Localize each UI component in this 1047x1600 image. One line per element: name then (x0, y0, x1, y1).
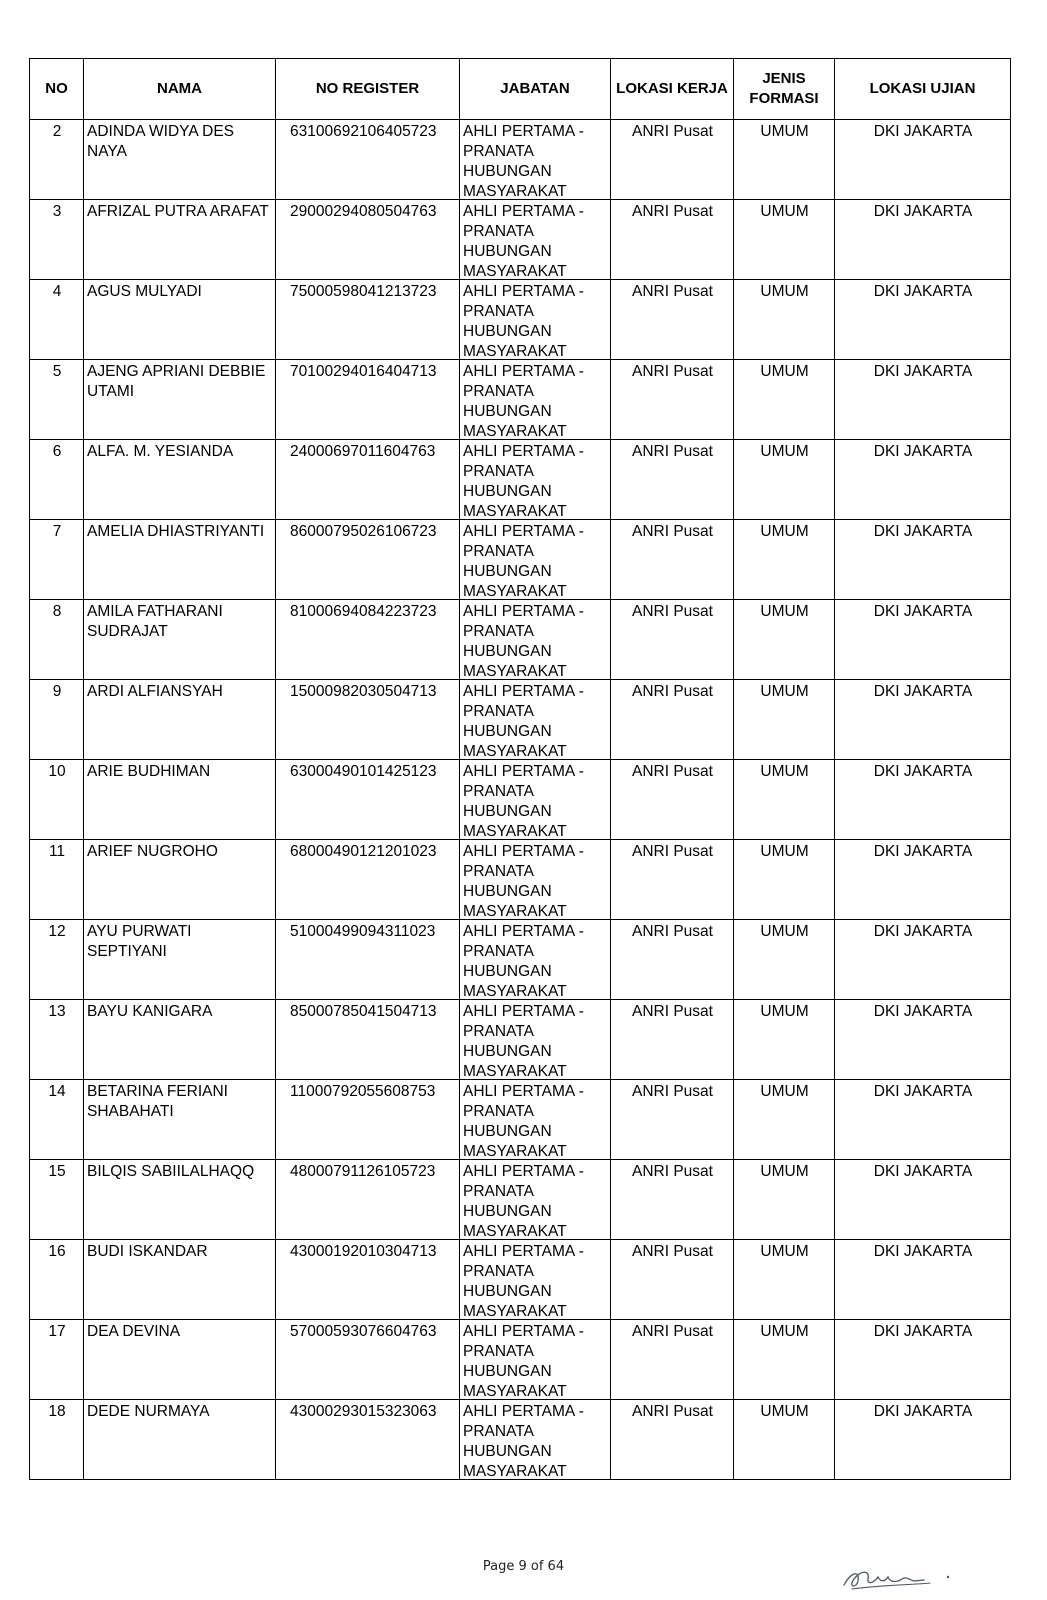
cell-lokasi-ujian (835, 920, 1011, 1000)
cell-jenis-formasi-text: UMUM (760, 203, 809, 220)
cell-lokasi-ujian (835, 200, 1011, 280)
cell-lokasi-ujian (835, 1160, 1011, 1240)
cell-lokasi-kerja (611, 120, 734, 200)
cell-no (30, 200, 84, 280)
cell-nama-text: DEA DEVINA (87, 1323, 181, 1340)
cell-lokasi-ujian-text: DKI JAKARTA (873, 843, 973, 860)
cell-lokasi-kerja (611, 840, 734, 920)
cell-nama-text: AJENG APRIANI DEBBIE UTAMI (87, 363, 266, 400)
cell-nama (84, 1240, 276, 1320)
cell-jabatan (460, 280, 611, 360)
cell-no (30, 840, 84, 920)
cell-lokasi-ujian-text: DKI JAKARTA (873, 1083, 973, 1100)
cell-lokasi-ujian (835, 280, 1011, 360)
cell-jenis-formasi-text: UMUM (760, 603, 809, 620)
cell-no-text: 13 (48, 1003, 66, 1020)
cell-lokasi-ujian-text: DKI JAKARTA (873, 923, 973, 940)
table-row (30, 1000, 1011, 1080)
cell-jenis-formasi (734, 920, 835, 1000)
cell-lokasi-ujian-text: DKI JAKARTA (873, 203, 973, 220)
cell-lokasi-ujian-text: DKI JAKARTA (873, 523, 973, 540)
cell-nama (84, 200, 276, 280)
cell-no-text: 4 (52, 283, 62, 300)
cell-jabatan (460, 120, 611, 200)
cell-no-text: 18 (48, 1403, 66, 1420)
cell-lokasi-kerja-text: ANRI Pusat (632, 923, 713, 940)
cell-jenis-formasi-text: UMUM (760, 1163, 809, 1180)
cell-jenis-formasi (734, 1400, 835, 1480)
cell-nama-text: AYU PURWATI SEPTIYANI (87, 923, 192, 960)
cell-jenis-formasi-text: UMUM (760, 443, 809, 460)
cell-jabatan-text: AHLI PERTAMA - PRANATA HUBUNGAN MASYARAKAT (463, 1323, 584, 1399)
cell-no-register (276, 840, 460, 920)
cell-jabatan-text: AHLI PERTAMA - PRANATA HUBUNGAN MASYARAKAT (463, 123, 584, 199)
cell-no-text: 2 (52, 123, 62, 140)
cell-jenis-formasi (734, 1240, 835, 1320)
cell-no-register-text: 70100294016404713 (290, 363, 437, 380)
cell-jabatan-text: AHLI PERTAMA - PRANATA HUBUNGAN MASYARAKAT (463, 363, 584, 439)
cell-nama (84, 840, 276, 920)
header-lokasi-kerja: LOKASI KERJA (611, 59, 734, 120)
cell-no-register-text: 63100692106405723 (290, 123, 437, 140)
cell-lokasi-kerja (611, 1240, 734, 1320)
cell-nama (84, 1320, 276, 1400)
cell-lokasi-kerja-text: ANRI Pusat (632, 683, 713, 700)
cell-jenis-formasi-text: UMUM (760, 1083, 809, 1100)
cell-nama (84, 280, 276, 360)
cell-lokasi-kerja (611, 1320, 734, 1400)
cell-no-text: 5 (52, 363, 62, 380)
cell-nama (84, 120, 276, 200)
cell-nama-text: ADINDA WIDYA DES NAYA (87, 123, 234, 160)
cell-no (30, 1240, 84, 1320)
cell-no-register (276, 120, 460, 200)
cell-jenis-formasi (734, 1080, 835, 1160)
cell-no-text: 10 (48, 763, 66, 780)
header-nama: NAMA (84, 59, 276, 120)
cell-nama (84, 760, 276, 840)
cell-nama (84, 920, 276, 1000)
cell-lokasi-ujian (835, 760, 1011, 840)
cell-nama (84, 520, 276, 600)
table-row (30, 200, 1011, 280)
cell-nama (84, 1400, 276, 1480)
cell-no (30, 440, 84, 520)
cell-lokasi-kerja-text: ANRI Pusat (632, 443, 713, 460)
cell-lokasi-ujian-text: DKI JAKARTA (873, 763, 973, 780)
cell-lokasi-kerja-text: ANRI Pusat (632, 1323, 713, 1340)
cell-jabatan-text: AHLI PERTAMA - PRANATA HUBUNGAN MASYARAKAT (463, 923, 584, 999)
cell-lokasi-ujian-text: DKI JAKARTA (873, 1003, 973, 1020)
cell-nama (84, 1160, 276, 1240)
cell-lokasi-ujian (835, 680, 1011, 760)
cell-no (30, 520, 84, 600)
cell-nama (84, 1080, 276, 1160)
cell-jenis-formasi-text: UMUM (760, 683, 809, 700)
cell-lokasi-ujian (835, 520, 1011, 600)
cell-jabatan (460, 1160, 611, 1240)
page-number: Page 9 of 64 (482, 1559, 565, 1574)
cell-lokasi-kerja (611, 440, 734, 520)
cell-lokasi-kerja-text: ANRI Pusat (632, 763, 713, 780)
cell-lokasi-kerja (611, 760, 734, 840)
cell-no (30, 280, 84, 360)
cell-lokasi-kerja-text: ANRI Pusat (632, 1003, 713, 1020)
cell-jenis-formasi (734, 280, 835, 360)
cell-nama-text: AMILA FATHARANI SUDRAJAT (87, 603, 223, 640)
cell-lokasi-kerja (611, 1400, 734, 1480)
table-row (30, 440, 1011, 520)
cell-jabatan-text: AHLI PERTAMA - PRANATA HUBUNGAN MASYARAKAT (463, 523, 584, 599)
cell-no (30, 360, 84, 440)
cell-jenis-formasi (734, 440, 835, 520)
cell-lokasi-kerja-text: ANRI Pusat (632, 1083, 713, 1100)
cell-no-register-text: 15000982030504713 (290, 683, 437, 700)
header-row (30, 59, 1011, 120)
cell-jenis-formasi-text: UMUM (760, 1323, 809, 1340)
cell-lokasi-ujian-text: DKI JAKARTA (873, 123, 973, 140)
cell-no-register (276, 600, 460, 680)
cell-no (30, 920, 84, 1000)
table-row (30, 120, 1011, 200)
cell-jenis-formasi-text: UMUM (760, 1003, 809, 1020)
cell-lokasi-ujian (835, 840, 1011, 920)
cell-nama (84, 360, 276, 440)
header-jenis-formasi-line1: JENIS (762, 70, 806, 87)
header-no: NO (30, 59, 84, 120)
cell-no (30, 600, 84, 680)
cell-lokasi-kerja-text: ANRI Pusat (632, 283, 713, 300)
cell-jabatan-text: AHLI PERTAMA - PRANATA HUBUNGAN MASYARAKAT (463, 1243, 584, 1319)
table-row (30, 360, 1011, 440)
cell-lokasi-ujian-text: DKI JAKARTA (873, 1323, 973, 1340)
cell-jenis-formasi-text: UMUM (760, 283, 809, 300)
table-row (30, 920, 1011, 1000)
table-row (30, 1160, 1011, 1240)
cell-lokasi-kerja (611, 1160, 734, 1240)
table-row (30, 840, 1011, 920)
cell-lokasi-ujian-text: DKI JAKARTA (873, 443, 973, 460)
cell-jabatan-text: AHLI PERTAMA - PRANATA HUBUNGAN MASYARAKAT (463, 1403, 584, 1479)
table-row (30, 1320, 1011, 1400)
cell-lokasi-kerja (611, 280, 734, 360)
cell-lokasi-ujian (835, 1320, 1011, 1400)
cell-lokasi-kerja-text: ANRI Pusat (632, 843, 713, 860)
cell-no (30, 1400, 84, 1480)
cell-no-register (276, 360, 460, 440)
cell-no-register-text: 51000499094311023 (290, 923, 436, 940)
cell-no (30, 760, 84, 840)
cell-jabatan-text: AHLI PERTAMA - PRANATA HUBUNGAN MASYARAKAT (463, 443, 584, 519)
cell-jenis-formasi-text: UMUM (760, 523, 809, 540)
table-row (30, 680, 1011, 760)
cell-jabatan (460, 1240, 611, 1320)
cell-jenis-formasi-text: UMUM (760, 923, 809, 940)
cell-lokasi-kerja (611, 1000, 734, 1080)
cell-nama-text: AGUS MULYADI (87, 283, 202, 300)
cell-jabatan (460, 1320, 611, 1400)
cell-lokasi-kerja-text: ANRI Pusat (632, 1163, 713, 1180)
cell-no-register (276, 1240, 460, 1320)
table-row (30, 1080, 1011, 1160)
cell-lokasi-ujian-text: DKI JAKARTA (873, 1243, 973, 1260)
cell-lokasi-kerja (611, 360, 734, 440)
cell-jabatan (460, 680, 611, 760)
cell-no-register (276, 920, 460, 1000)
cell-nama-text: ALFA. M. YESIANDA (87, 443, 234, 460)
cell-lokasi-kerja-text: ANRI Pusat (632, 363, 713, 380)
cell-lokasi-ujian (835, 1400, 1011, 1480)
cell-jabatan-text: AHLI PERTAMA - PRANATA HUBUNGAN MASYARAKAT (463, 683, 584, 759)
cell-jabatan (460, 440, 611, 520)
cell-jabatan (460, 360, 611, 440)
cell-lokasi-ujian-text: DKI JAKARTA (873, 363, 973, 380)
cell-jenis-formasi-text: UMUM (760, 843, 809, 860)
table-row (30, 600, 1011, 680)
cell-lokasi-kerja (611, 600, 734, 680)
cell-no-register-text: 86000795026106723 (290, 523, 437, 540)
cell-jabatan-text: AHLI PERTAMA - PRANATA HUBUNGAN MASYARAKAT (463, 843, 584, 919)
cell-jabatan-text: AHLI PERTAMA - PRANATA HUBUNGAN MASYARAKAT (463, 763, 584, 839)
cell-no-text: 6 (52, 443, 62, 460)
cell-jenis-formasi-text: UMUM (760, 763, 809, 780)
cell-no-register-text: 63000490101425123 (290, 763, 437, 780)
cell-lokasi-ujian-text: DKI JAKARTA (873, 283, 973, 300)
cell-lokasi-kerja (611, 680, 734, 760)
cell-lokasi-ujian (835, 1080, 1011, 1160)
cell-nama-text: BUDI ISKANDAR (87, 1243, 208, 1260)
cell-jenis-formasi-text: UMUM (760, 1403, 809, 1420)
cell-nama-text: AMELIA DHIASTRIYANTI (87, 523, 265, 540)
cell-no-register (276, 1400, 460, 1480)
cell-lokasi-kerja (611, 920, 734, 1000)
cell-jabatan (460, 520, 611, 600)
cell-lokasi-ujian (835, 120, 1011, 200)
cell-nama (84, 680, 276, 760)
cell-no-text: 16 (48, 1243, 66, 1260)
cell-no (30, 1080, 84, 1160)
cell-lokasi-kerja-text: ANRI Pusat (632, 1403, 713, 1420)
cell-nama-text: BETARINA FERIANI SHABAHATI (87, 1083, 228, 1120)
table-row (30, 520, 1011, 600)
cell-jenis-formasi-text: UMUM (760, 363, 809, 380)
cell-lokasi-kerja-text: ANRI Pusat (632, 1243, 713, 1260)
cell-no-register (276, 1160, 460, 1240)
header-lokasi-ujian: LOKASI UJIAN (835, 59, 1011, 120)
cell-lokasi-kerja (611, 1080, 734, 1160)
cell-jabatan (460, 600, 611, 680)
cell-no-register-text: 75000598041213723 (290, 283, 437, 300)
table-row (30, 1240, 1011, 1320)
cell-nama (84, 1000, 276, 1080)
cell-nama-text: BAYU KANIGARA (87, 1003, 213, 1020)
cell-lokasi-ujian-text: DKI JAKARTA (873, 683, 973, 700)
cell-no-text: 8 (52, 603, 62, 620)
participant-table (29, 58, 1011, 1480)
cell-no-register-text: 81000694084223723 (290, 603, 437, 620)
cell-jabatan (460, 1000, 611, 1080)
cell-no-register-text: 43000192010304713 (290, 1243, 437, 1260)
cell-no-register (276, 440, 460, 520)
cell-no-register (276, 200, 460, 280)
cell-no (30, 1000, 84, 1080)
cell-no-register (276, 280, 460, 360)
cell-no-register-text: 11000792055608753 (290, 1083, 436, 1100)
cell-lokasi-kerja-text: ANRI Pusat (632, 203, 713, 220)
cell-lokasi-kerja-text: ANRI Pusat (632, 523, 713, 540)
cell-jabatan-text: AHLI PERTAMA - PRANATA HUBUNGAN MASYARAKAT (463, 1003, 584, 1079)
cell-nama-text: ARDI ALFIANSYAH (87, 683, 223, 700)
cell-lokasi-kerja-text: ANRI Pusat (632, 123, 713, 140)
cell-no-text: 17 (48, 1323, 66, 1340)
cell-jabatan-text: AHLI PERTAMA - PRANATA HUBUNGAN MASYARAKAT (463, 1163, 584, 1239)
cell-no-register (276, 680, 460, 760)
table-row (30, 1400, 1011, 1480)
cell-no (30, 1320, 84, 1400)
cell-nama-text: BILQIS SABIILALHAQQ (87, 1163, 255, 1180)
cell-no-register-text: 57000593076604763 (290, 1323, 437, 1340)
cell-no-text: 11 (48, 843, 66, 860)
cell-no-register-text: 48000791126105723 (290, 1163, 436, 1180)
cell-no-text: 3 (52, 203, 62, 220)
header-jenis-formasi (734, 59, 835, 120)
cell-no (30, 120, 84, 200)
cell-no-text: 15 (48, 1163, 66, 1180)
cell-lokasi-ujian (835, 1240, 1011, 1320)
cell-no-register (276, 1320, 460, 1400)
cell-jabatan (460, 1400, 611, 1480)
cell-no-register-text: 85000785041504713 (290, 1003, 437, 1020)
cell-jenis-formasi-text: UMUM (760, 123, 809, 140)
header-jabatan: JABATAN (460, 59, 611, 120)
cell-jenis-formasi (734, 760, 835, 840)
cell-jabatan (460, 1080, 611, 1160)
cell-no-register-text: 29000294080504763 (290, 203, 437, 220)
cell-no-text: 7 (52, 523, 62, 540)
table-body (30, 120, 1011, 1480)
cell-lokasi-kerja (611, 520, 734, 600)
cell-lokasi-ujian (835, 600, 1011, 680)
cell-lokasi-ujian (835, 440, 1011, 520)
cell-jenis-formasi (734, 840, 835, 920)
cell-jenis-formasi (734, 1000, 835, 1080)
table-header (30, 59, 1011, 120)
cell-jabatan-text: AHLI PERTAMA - PRANATA HUBUNGAN MASYARAKAT (463, 603, 584, 679)
header-jenis-formasi-line2: FORMASI (749, 90, 819, 107)
cell-no-register-text: 68000490121201023 (290, 843, 437, 860)
cell-no-text: 9 (52, 683, 62, 700)
header-no-register: NO REGISTER (276, 59, 460, 120)
cell-nama-text: ARIEF NUGROHO (87, 843, 218, 860)
cell-nama (84, 600, 276, 680)
cell-no (30, 680, 84, 760)
cell-nama (84, 440, 276, 520)
cell-jenis-formasi (734, 600, 835, 680)
cell-jenis-formasi-text: UMUM (760, 1243, 809, 1260)
cell-lokasi-ujian-text: DKI JAKARTA (873, 1163, 973, 1180)
cell-no-register (276, 1080, 460, 1160)
cell-lokasi-ujian-text: DKI JAKARTA (873, 603, 973, 620)
cell-jabatan (460, 920, 611, 1000)
cell-no-text: 14 (48, 1083, 66, 1100)
cell-jenis-formasi (734, 120, 835, 200)
table-row (30, 280, 1011, 360)
cell-nama-text: DEDE NURMAYA (87, 1403, 210, 1420)
cell-lokasi-ujian (835, 360, 1011, 440)
signature-mark (840, 1555, 970, 1595)
cell-no (30, 1160, 84, 1240)
cell-jabatan (460, 840, 611, 920)
cell-no-register-text: 43000293015323063 (290, 1403, 437, 1420)
cell-no-text: 12 (48, 923, 66, 940)
cell-lokasi-ujian (835, 1000, 1011, 1080)
cell-jenis-formasi (734, 200, 835, 280)
cell-jenis-formasi (734, 360, 835, 440)
table-row (30, 760, 1011, 840)
cell-no-register-text: 24000697011604763 (290, 443, 436, 460)
cell-no-register (276, 760, 460, 840)
cell-jabatan-text: AHLI PERTAMA - PRANATA HUBUNGAN MASYARAKAT (463, 203, 584, 279)
cell-jabatan-text: AHLI PERTAMA - PRANATA HUBUNGAN MASYARAKAT (463, 283, 584, 359)
cell-nama-text: ARIE BUDHIMAN (87, 763, 211, 780)
cell-jenis-formasi (734, 1320, 835, 1400)
cell-nama-text: AFRIZAL PUTRA ARAFAT (87, 203, 269, 220)
cell-jabatan (460, 760, 611, 840)
cell-jabatan (460, 200, 611, 280)
cell-no-register (276, 1000, 460, 1080)
cell-jabatan-text: AHLI PERTAMA - PRANATA HUBUNGAN MASYARAKAT (463, 1083, 584, 1159)
cell-lokasi-ujian-text: DKI JAKARTA (873, 1403, 973, 1420)
cell-jenis-formasi (734, 1160, 835, 1240)
cell-jenis-formasi (734, 680, 835, 760)
cell-lokasi-kerja-text: ANRI Pusat (632, 603, 713, 620)
cell-no-register (276, 520, 460, 600)
cell-lokasi-kerja (611, 200, 734, 280)
cell-jenis-formasi (734, 520, 835, 600)
